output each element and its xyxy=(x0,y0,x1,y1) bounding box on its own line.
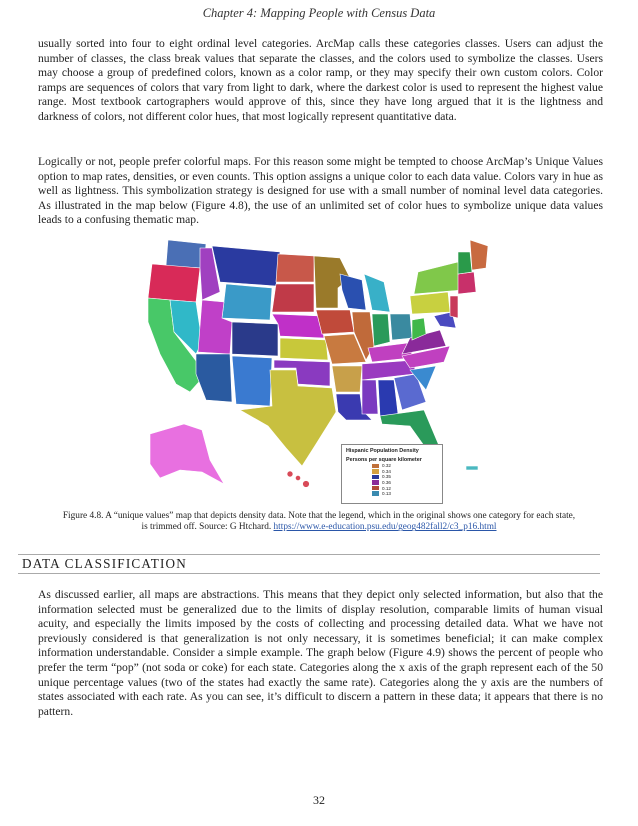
state-indiana xyxy=(372,314,390,346)
page-number: 32 xyxy=(313,793,325,807)
state-new-england-south xyxy=(458,272,476,294)
caption-text: Figure 4.8. A “unique values” map that depicts density data. Note that the legend, which in the original shows one category for each state, is trimmed off. Source: G Htchard. xyxy=(62,511,576,533)
state-alabama xyxy=(378,380,398,416)
legend-label: 0.32 xyxy=(382,463,391,469)
legend-swatch xyxy=(372,491,379,496)
running-header: Chapter 4: Mapping People with Census Data xyxy=(202,6,436,20)
section-rule-bottom xyxy=(18,573,600,574)
state-wisconsin xyxy=(340,274,366,310)
state-hawaii-3 xyxy=(303,481,310,488)
state-colorado xyxy=(232,322,278,356)
state-kansas xyxy=(280,338,328,360)
legend-swatch xyxy=(372,475,379,480)
legend-swatch xyxy=(372,464,379,469)
state-ohio xyxy=(390,314,412,340)
legend-label: 0.34 xyxy=(382,468,391,474)
figure-caption xyxy=(62,511,576,534)
legend-swatch xyxy=(372,486,379,491)
paragraph-3: As discussed earlier, all maps are abstractions. This means that they depict only selected information, but also that the information selected must be generalized due to the limits of display resolution, comparable limits of human visual acuity, and especially the limits imposed by the costs of collecting and processing detailed data. What we have not previously considered is that generalization is not only necessary, it is sometimes beneficial; it can make complex information understandable. Consider a simple example. The graph below (Figure 4.9) shows the percent of people who prefer the term “pop” (not soda or coke) for each state. Categories along the x axis of the graph represent each of the 50 unique percentage values (two of the states had exactly the same rate). Categories along the y axis are the numbers of states associated with each rate. As you can see, it’s difficult to discern a pattern in these data; it appears that there is no pattern. xyxy=(38,588,603,718)
section-heading: DATA CLASSIFICATION xyxy=(22,556,187,571)
state-hawaii-2 xyxy=(295,475,300,480)
state-michigan xyxy=(364,274,390,312)
state-arkansas xyxy=(332,366,362,392)
legend-subtitle: Persons per square kilometer xyxy=(346,457,422,463)
legend-label: 0.12 xyxy=(382,485,391,491)
caption-source-link[interactable]: https://www.e-education.psu.edu/geog482fall2/c3_p16.html xyxy=(273,522,497,533)
map-legend xyxy=(341,444,443,504)
section-rule-top xyxy=(18,554,600,555)
state-hawaii-1 xyxy=(287,471,293,477)
state-new-jersey xyxy=(450,296,458,318)
state-mississippi xyxy=(362,380,378,414)
legend-title: Hispanic Population Density xyxy=(346,448,419,454)
state-new-york xyxy=(414,262,462,294)
state-south-dakota xyxy=(272,284,314,312)
legend-label: 0.36 xyxy=(382,480,391,486)
paragraph-1: usually sorted into four to eight ordinal level categories. ArcMap calls these categories classes. Users can adjust the number of classes, the class break values that separate the classes, and the colors used to symbolize the classes. Users may choose a group of predefined colors, known as a color ramp, or they may specify their own custom colors. Color ramps are sequences of colors that vary from light to dark, where the darkest color is used to represent the highest value range. Most textbook cartographers would approve of this, since they have long argued that it is the lightness and darkness of colors, not different color hues, that most logically represent quantitative data. xyxy=(38,37,603,123)
state-pennsylvania xyxy=(410,292,450,314)
state-montana xyxy=(212,246,280,286)
state-arizona xyxy=(196,354,232,402)
state-wyoming xyxy=(222,284,272,320)
paragraph-2: Logically or not, people prefer colorful maps. For this reason some might be tempted to choose ArcMap’s Unique Values option to map rates, densities, or even counts. This option assigns a unique color to each data value. Colors vary in hue as well as lightness. This symbolization strategy is designed for use with a small number of nominal level data categories. As illustrated in the map below (Figure 4.8), the use of an unlimited set of color hues to symbolize unique data values leads to a confusing thematic map. xyxy=(38,155,603,227)
state-nebraska xyxy=(272,314,324,338)
legend-item xyxy=(372,491,442,497)
state-north-dakota xyxy=(276,254,314,282)
state-new-mexico xyxy=(232,356,272,406)
state-oregon xyxy=(148,264,200,302)
legend-swatch xyxy=(372,480,379,485)
state-iowa xyxy=(316,310,354,334)
state-maine xyxy=(470,240,488,270)
legend-swatch xyxy=(372,469,379,474)
us-unique-values-map xyxy=(140,234,505,504)
legend-label: 0.35 xyxy=(382,474,391,480)
state-alaska xyxy=(150,424,224,484)
state-vermont-nh xyxy=(458,252,472,274)
legend-label: 0.13 xyxy=(382,491,391,497)
territory-puerto-rico xyxy=(466,466,478,470)
